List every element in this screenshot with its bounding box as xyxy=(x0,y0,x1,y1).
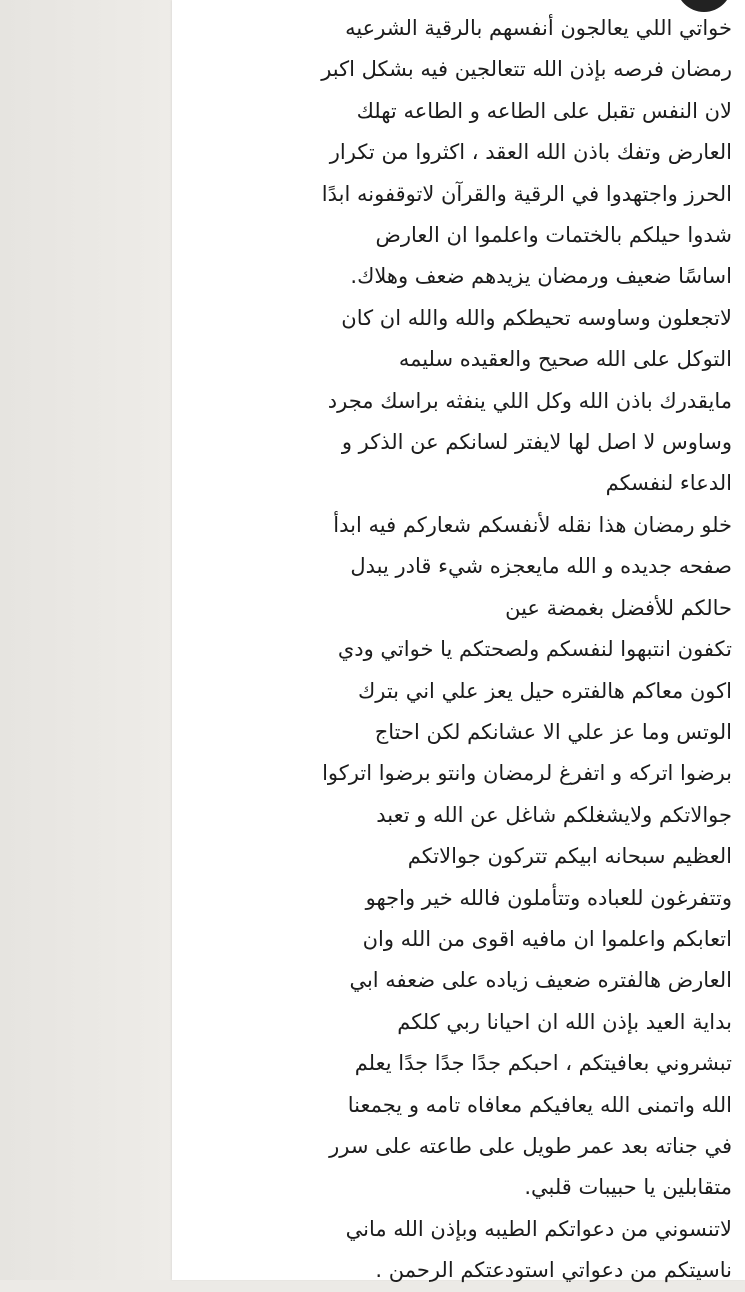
message-line: التوكل على الله صحيح والعقيده سليمه xyxy=(398,347,732,372)
message-line: اكون معاكم هالفتره حيل يعز علي اني بترك xyxy=(357,678,732,703)
message-line: ناسيتكم من دعواتي استودعتكم الرحمن . xyxy=(375,1258,732,1283)
message-line: برضوا اتركه و اتفرغ لرمضان وانتو برضوا اتركوا xyxy=(322,761,732,786)
message-text xyxy=(172,8,732,1292)
message-line: شدوا حيلكم بالختمات واعلموا ان العارض xyxy=(375,223,732,248)
message-line: الدعاء لنفسكم xyxy=(605,471,732,496)
message-line: لان النفس تقبل على الطاعه و الطاعه تهلك xyxy=(356,98,732,123)
message-line: تكفون انتبهوا لنفسكم ولصحتكم يا خواتي ودي xyxy=(337,637,732,662)
message-line: رمضان فرصه بإذن الله تتعالجين فيه بشكل اكبر xyxy=(321,57,732,82)
message-line: الله واتمنى الله يعافيكم معافاه تامه و يجمعنا xyxy=(347,1092,732,1117)
message-line: العارض وتفك باذن الله العقد ، اكثروا من تكرار xyxy=(329,140,732,165)
message-line: وساوس لا اصل لها لايفتر لسانكم عن الذكر و xyxy=(341,430,732,455)
message-line: العظيم سبحانه ابيكم تتركون جوالاتكم xyxy=(407,844,732,869)
message-line: في جناته بعد عمر طويل على طاعته على سرر xyxy=(329,1133,732,1158)
message-line: الوتس وما عز علي الا عشانكم لكن احتاج xyxy=(374,719,732,744)
message-line: صفحه جديده و الله مايعجزه شيء قادر يبدل xyxy=(350,554,732,579)
chat-background xyxy=(0,0,172,1280)
message-line: وتتفرغون للعباده وتتأملون فالله خير واجهو xyxy=(365,885,732,910)
message-line: لاتجعلون وساوسه تحيطكم والله والله ان كان xyxy=(341,305,732,330)
message-line: الحرز واجتهدوا في الرقية والقرآن لاتوقفونه ابدًا xyxy=(321,181,732,206)
message-line: متقابلين يا حبيبات قلبي. xyxy=(524,1175,732,1200)
message-line: العارض هالفتره ضعيف زياده على ضعفه ابي xyxy=(349,968,732,993)
message-line: مايقدرك باذن الله وكل اللي ينفثه براسك مجرد xyxy=(327,388,732,413)
message-line: تبشروني بعافيتكم ، احبكم جدًا جدًا جدًا يعلم xyxy=(354,1051,732,1076)
message-line: اساسًا ضعيف ورمضان يزيدهم ضعف وهلاك. xyxy=(350,264,732,289)
message-line: لاتنسوني من دعواتكم الطيبه وبإذن الله ماني xyxy=(345,1216,732,1241)
message-line: خلو رمضان هذا نقله لأنفسكم شعاركم فيه ابدأ xyxy=(333,512,732,537)
message-line: خواتي اللي يعالجون أنفسهم بالرقية الشرعيه xyxy=(345,16,732,40)
message-line: بداية العيد بإذن الله ان احيانا ربي كلكم xyxy=(397,1009,732,1034)
message-line: جوالاتكم ولايشغلكم شاغل عن الله و تعبد xyxy=(376,802,732,827)
message-line: حالكم للأفضل بغمضة عين xyxy=(505,595,732,620)
message-line: اتعابكم واعلموا ان مافيه اقوى من الله وان xyxy=(362,926,732,951)
